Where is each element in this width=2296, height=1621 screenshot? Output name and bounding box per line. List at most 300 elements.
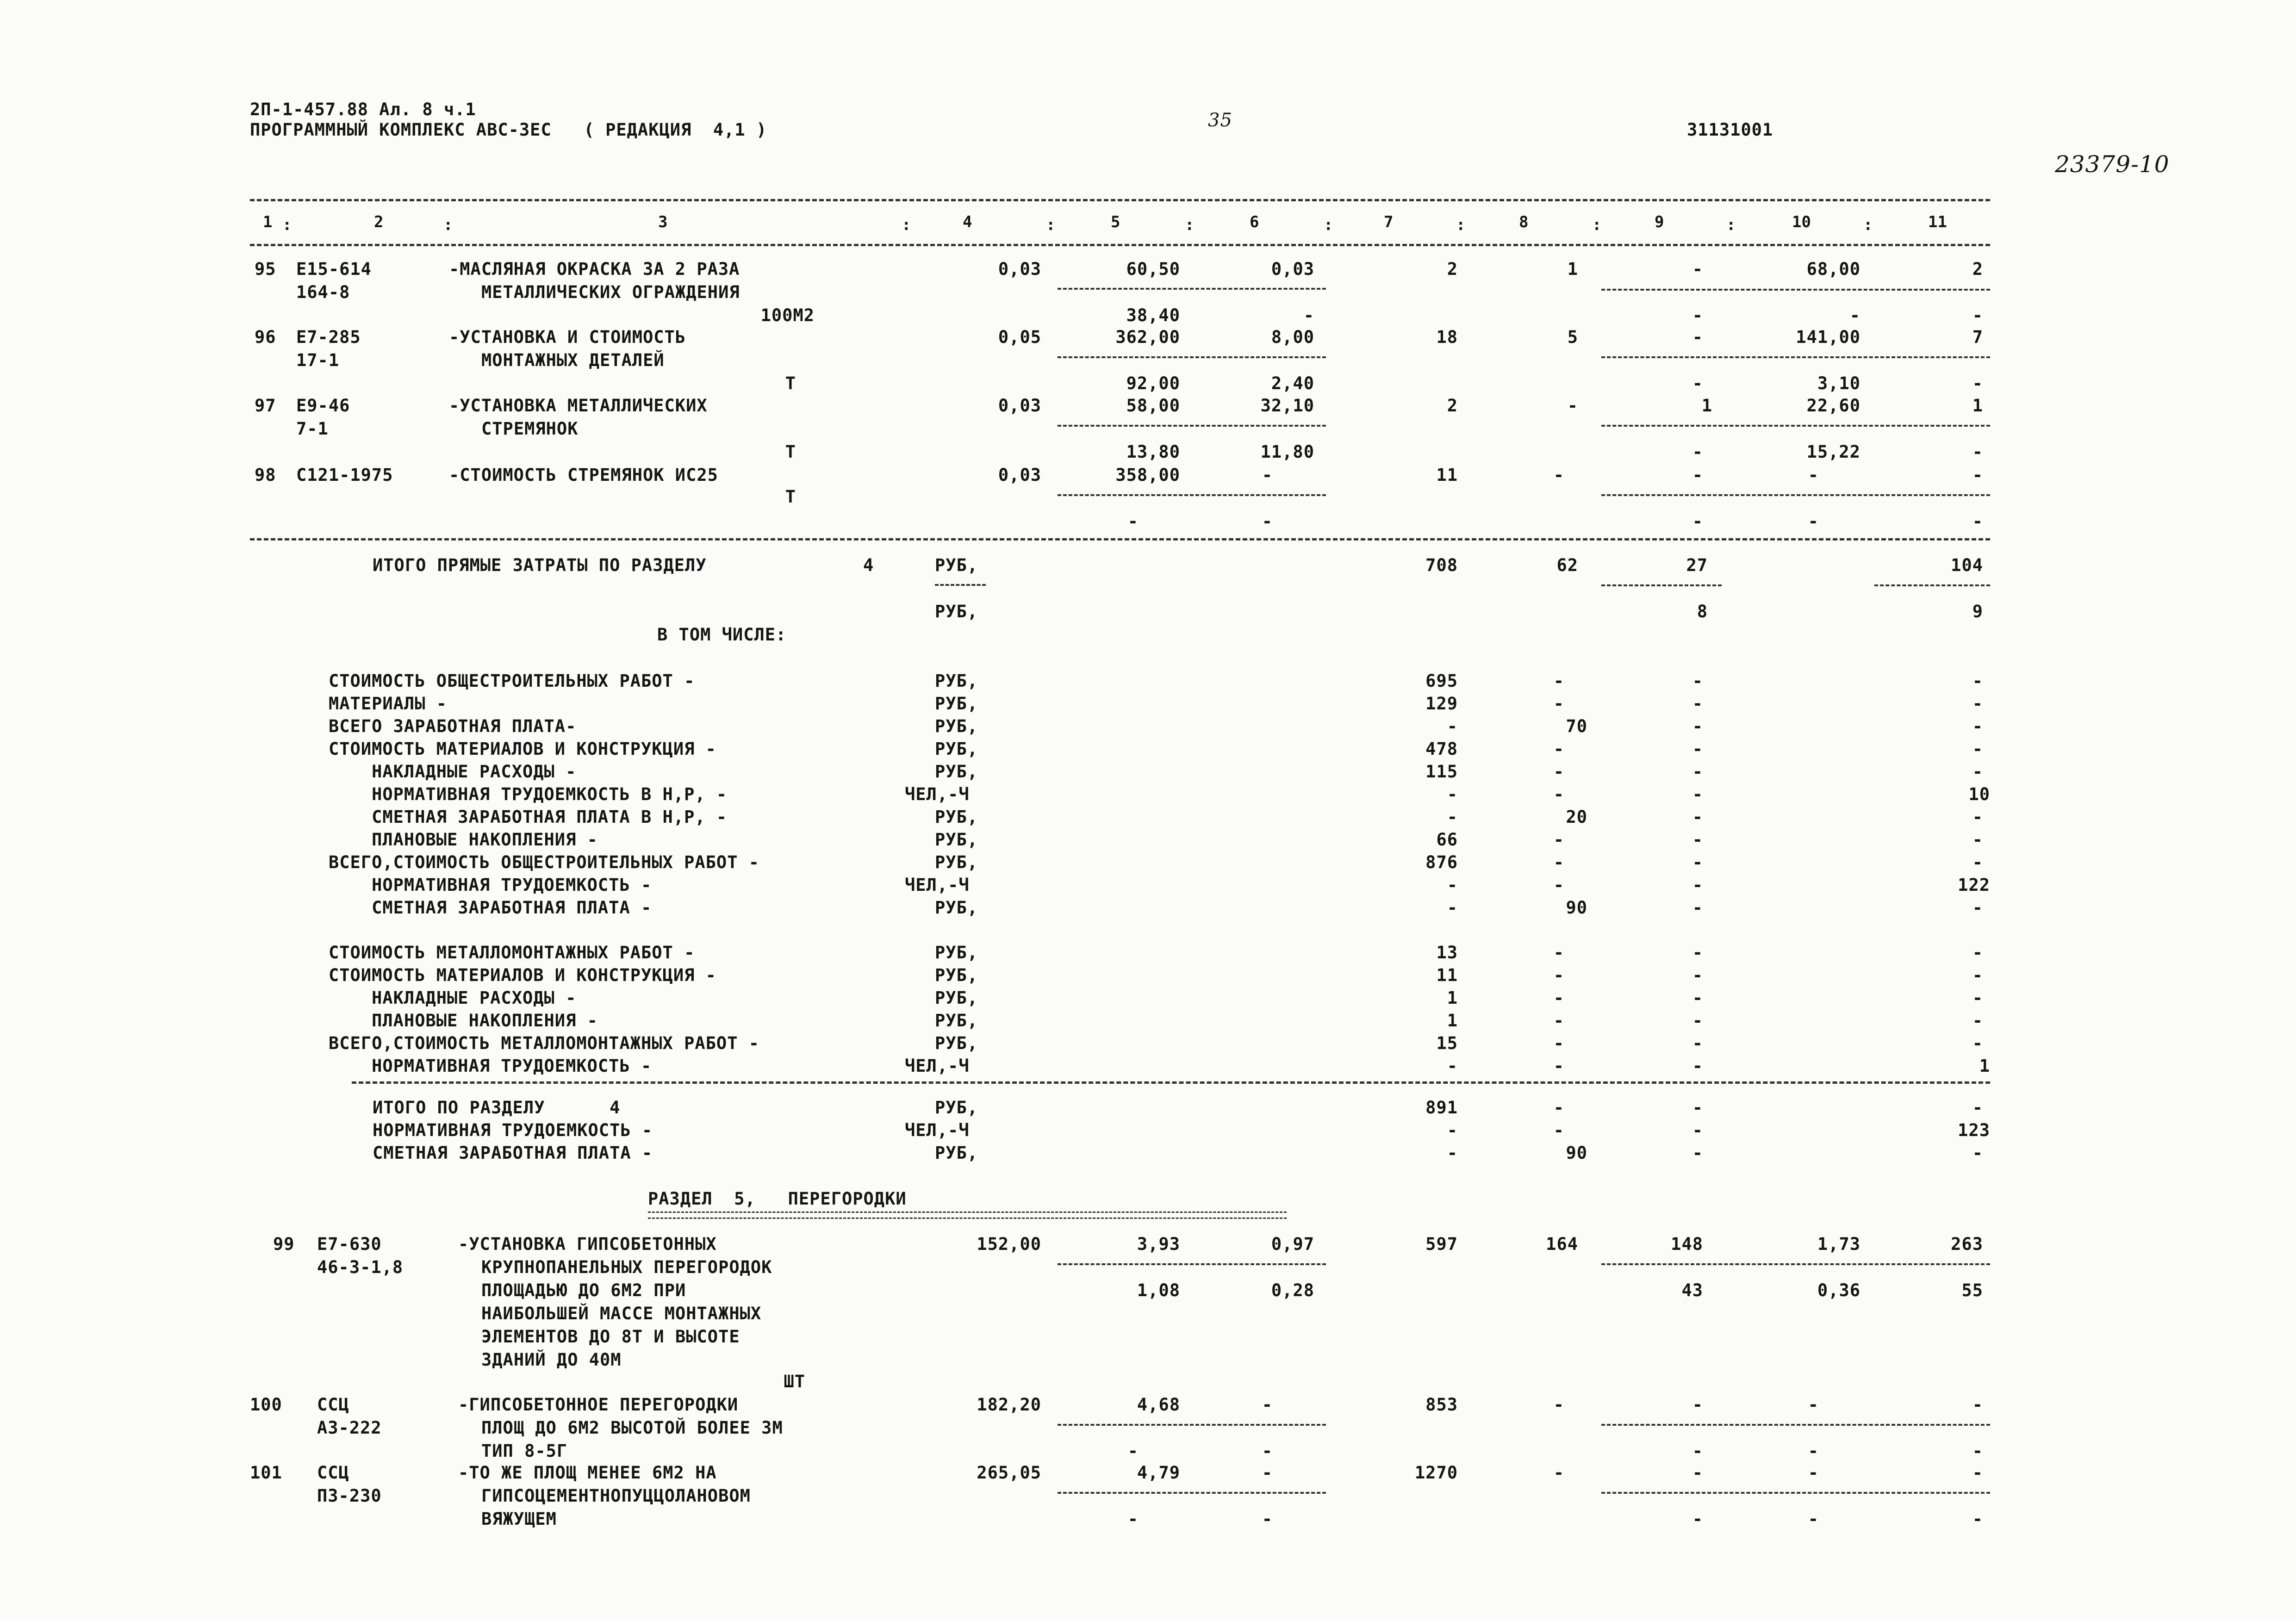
norm-subcode: 164-8 (296, 282, 350, 302)
work-description: -УСТАНОВКА И СТОИМОСТЬ (449, 327, 686, 347)
machines-wage: - (1692, 1509, 1703, 1529)
cell-rule (1874, 584, 1990, 586)
norm-subcode: А3-222 (317, 1418, 382, 1438)
total-machines: - (1692, 830, 1703, 850)
labor-machines-total: - (1972, 511, 1983, 531)
work-description: МЕТАЛЛИЧЕСКИХ ОГРАЖДЕНИЯ (481, 282, 740, 302)
work-description: СТРЕМЯНОК (481, 419, 579, 439)
machines-wage: - (1692, 1441, 1703, 1461)
total-label: ИТОГО ПРЯМЫЕ ЗАТРАТЫ ПО РАЗДЕЛУ (373, 555, 707, 575)
unit-wage-machines: - (1262, 511, 1273, 531)
labor-machines-total: - (1972, 1441, 1983, 1461)
document-number: 31131001 (1687, 120, 1773, 140)
total-wage: - (1553, 988, 1564, 1008)
cell-rule (1601, 1492, 1990, 1494)
labor-total: - (1972, 762, 1983, 782)
unit-of-measure: ЧЕЛ,-Ч (905, 1120, 970, 1140)
section-total-label: ИТОГО ПО РАЗДЕЛУ 4 (373, 1098, 621, 1118)
labor-machines-total: 9 (1972, 602, 1983, 621)
work-description: ЗДАНИЙ ДО 40М (481, 1350, 622, 1370)
unit-of-measure: ШТ (784, 1372, 805, 1391)
breakdown-label: МАТЕРИАЛЫ - (329, 694, 448, 714)
total-cost: 876 (1425, 852, 1458, 872)
cell-rule (1601, 356, 1990, 358)
breakdown-label: ВСЕГО,СТОИМОСТЬ ОБЩЕСТРОИТЕЛЬНЫХ РАБОТ - (329, 852, 760, 872)
total-machines: - (1692, 875, 1703, 895)
labor-total: - (1972, 807, 1983, 827)
breakdown-label: СТОИМОСТЬ МАТЕРИАЛОВ И КОНСТРУКЦИЯ - (329, 739, 716, 759)
total-machines: - (1692, 739, 1703, 759)
total-machines: - (1692, 1395, 1703, 1415)
unit-of-measure: РУБ, (935, 807, 978, 827)
unit-cost-machines: - (1262, 1463, 1273, 1483)
labor-total: - (1972, 739, 1983, 759)
total-machines: - (1692, 807, 1703, 827)
cell-rule (1058, 356, 1326, 358)
column-separator: : (443, 216, 453, 234)
total-cost: - (1447, 898, 1458, 918)
unit-of-measure: РУБ, (935, 898, 978, 918)
unit-wage-machines: 11,80 (1260, 442, 1314, 462)
unit-of-measure: РУБ, (935, 1098, 978, 1118)
labor-total: - (1972, 671, 1983, 691)
labor-machines: 15,22 (1806, 442, 1860, 462)
labor-total: 2 (1972, 259, 1983, 279)
cell-rule (1058, 1492, 1326, 1494)
quantity: 0,05 (998, 327, 1041, 347)
unit-cost: 4,79 (1137, 1463, 1180, 1483)
labor-per-unit: - (1808, 465, 1819, 485)
total-wage: - (1553, 739, 1564, 759)
breakdown-label: НАКЛАДНЫЕ РАСХОДЫ - (329, 762, 577, 782)
cell-rule (1058, 1424, 1326, 1426)
cell-rule (1601, 1424, 1990, 1426)
including-label: В ТОМ ЧИСЛЕ: (657, 625, 787, 645)
quantity: 0,03 (998, 259, 1041, 279)
unit-of-measure: РУБ, (935, 830, 978, 850)
unit-of-measure: РУБ, (935, 943, 978, 963)
unit-of-measure: РУБ, (935, 1011, 978, 1031)
breakdown-label: СТОИМОСТЬ ОБЩЕСТРОИТЕЛЬНЫХ РАБОТ - (329, 671, 695, 691)
total-cost: 1 (1447, 988, 1458, 1008)
labor-total: 1 (1972, 396, 1983, 416)
work-description: -ТО ЖЕ ПЛОЩ МЕНЕЕ 6М2 НА (458, 1463, 717, 1483)
total-wage: - (1553, 1033, 1564, 1053)
unit-cost: 60,50 (1126, 259, 1180, 279)
labor-machines: - (1808, 1441, 1819, 1461)
total-cost: 18 (1436, 327, 1458, 347)
total-wage: - (1553, 1098, 1564, 1118)
unit-wage: 92,00 (1126, 373, 1180, 393)
total-cost: - (1447, 1056, 1458, 1076)
labor-total: - (1972, 830, 1983, 850)
cell-rule (1058, 494, 1326, 496)
total-machines: - (1692, 762, 1703, 782)
column-separator: : (1726, 216, 1736, 234)
total-machines: - (1692, 259, 1703, 279)
total-wage: - (1553, 875, 1564, 895)
unit-wage: 13,80 (1126, 442, 1180, 462)
norm-subcode: П3-230 (317, 1486, 382, 1506)
breakdown-label: НОРМАТИВНАЯ ТРУДОЕМКОСТЬ - (329, 875, 652, 895)
norm-subcode: 46-3-1,8 (317, 1257, 404, 1277)
labor-machines-total: - (1972, 305, 1983, 325)
cell-rule (1601, 289, 1990, 291)
total-machines: - (1692, 943, 1703, 963)
breakdown-label: СТОИМОСТЬ МЕТАЛЛОМОНТАЖНЫХ РАБОТ - (329, 943, 695, 963)
cell-rule (1058, 425, 1326, 427)
norm-subcode: 7-1 (296, 419, 329, 439)
rule (250, 244, 1990, 246)
labor-total: - (1972, 965, 1983, 985)
unit-wage: - (1127, 1441, 1139, 1461)
section-title: РАЗДЕЛ 5, ПЕРЕГОРОДКИ (648, 1189, 907, 1209)
cell-rule (1601, 584, 1722, 586)
labor-per-unit: 22,60 (1806, 396, 1860, 416)
total-machines: - (1692, 898, 1703, 918)
unit-of-measure: Т (785, 373, 796, 393)
unit-cost-machines: 8,00 (1271, 327, 1314, 347)
column-separator: : (1456, 216, 1466, 234)
unit-of-measure: ЧЕЛ,-Ч (905, 1056, 970, 1076)
total-machines: - (1692, 1011, 1703, 1031)
machines-wage: - (1692, 305, 1703, 325)
total-wage: - (1553, 694, 1564, 714)
unit-of-measure: РУБ, (935, 965, 978, 985)
breakdown-label: СТОИМОСТЬ МАТЕРИАЛОВ И КОНСТРУКЦИЯ - (329, 965, 716, 985)
labor-total: - (1972, 465, 1983, 485)
total-wage: 70 (1566, 716, 1587, 736)
column-number: 2 (374, 213, 384, 231)
labor-total: - (1972, 716, 1983, 736)
total-wage: - (1553, 762, 1564, 782)
labor-per-unit: 141,00 (1796, 327, 1860, 347)
unit-wage-machines: - (1262, 1509, 1273, 1529)
rule (352, 1081, 1990, 1084)
total-wage: - (1553, 1120, 1564, 1140)
column-number: 11 (1928, 213, 1947, 231)
unit-wage-machines: 2,40 (1271, 373, 1314, 393)
work-description: ТИП 8-5Г (481, 1441, 568, 1461)
labor-total: - (1972, 1143, 1983, 1163)
total-wage: 164 (1546, 1234, 1578, 1254)
row-number: 98 (255, 465, 276, 485)
row-number: 95 (255, 259, 276, 279)
breakdown-label: ВСЕГО ЗАРАБОТНАЯ ПЛАТА- (329, 716, 577, 736)
unit-cost: 58,00 (1126, 396, 1180, 416)
work-description: ПЛОЩ ДО 6М2 ВЫСОТОЙ БОЛЕЕ 3М (481, 1418, 783, 1438)
quantity: 182,20 (977, 1395, 1041, 1415)
total-cost: 2 (1447, 396, 1458, 416)
breakdown-label: НАКЛАДНЫЕ РАСХОДЫ - (329, 988, 577, 1008)
quantity: 265,05 (977, 1463, 1041, 1483)
labor-total: 1 (1979, 1056, 1990, 1076)
labor-per-unit: 1,73 (1817, 1234, 1860, 1254)
machines-wage: - (1692, 373, 1703, 393)
unit-of-measure: РУБ, (935, 1143, 978, 1163)
labor-total: - (1972, 1463, 1983, 1483)
unit-of-measure: РУБ, (935, 671, 978, 691)
breakdown-label: ПЛАНОВЫЕ НАКОПЛЕНИЯ - (329, 1011, 598, 1031)
work-description: КРУПНОПАНЕЛЬНЫХ ПЕРЕГОРОДОК (481, 1257, 772, 1277)
unit-of-measure: РУБ, (935, 555, 978, 575)
labor-total: - (1972, 1011, 1983, 1031)
column-separator: : (1324, 216, 1333, 234)
column-separator: : (1185, 216, 1195, 234)
cell-rule (935, 584, 986, 586)
column-number: 5 (1111, 213, 1120, 231)
total-wage: - (1553, 1011, 1564, 1031)
labor-total: - (1972, 1395, 1983, 1415)
total-cost: 1270 (1414, 1463, 1458, 1483)
unit-of-measure: РУБ, (935, 602, 978, 621)
column-number: 3 (658, 213, 668, 231)
total-machines: 1 (1701, 396, 1712, 416)
unit-wage: 1,08 (1137, 1280, 1180, 1300)
total-wage: 5 (1567, 327, 1578, 347)
labor-per-unit: - (1808, 1463, 1819, 1483)
labor-total: 123 (1958, 1120, 1990, 1140)
total-cost: 13 (1436, 943, 1458, 963)
norm-code: ССЦ (317, 1463, 349, 1483)
total-cost: 15 (1436, 1033, 1458, 1053)
labor-total: 7 (1972, 327, 1983, 347)
work-description: ГИПСОЦЕМЕНТНОПУЦЦОЛАНОВОМ (481, 1486, 751, 1506)
norm-code: Е15-614 (296, 259, 372, 279)
total-wage: 1 (1567, 259, 1578, 279)
labor-total: 10 (1968, 784, 1990, 804)
breakdown-label: СМЕТНАЯ ЗАРАБОТНАЯ ПЛАТА - (329, 898, 652, 918)
work-description: -УСТАНОВКА МЕТАЛЛИЧЕСКИХ (449, 396, 708, 416)
cell-rule (1058, 1263, 1326, 1265)
breakdown-label: ВСЕГО,СТОИМОСТЬ МЕТАЛЛОМОНТАЖНЫХ РАБОТ - (329, 1033, 760, 1053)
total-wage: - (1567, 396, 1578, 416)
total-cost: 891 (1425, 1098, 1458, 1118)
total-wage: - (1553, 852, 1564, 872)
breakdown-label: ПЛАНОВЫЕ НАКОПЛЕНИЯ - (329, 830, 598, 850)
total-cost: 129 (1425, 694, 1458, 714)
labor-total: - (1972, 1098, 1983, 1118)
total-machines: - (1692, 988, 1703, 1008)
labor-machines-total: - (1972, 373, 1983, 393)
column-number: 7 (1384, 213, 1394, 231)
total-cost: 708 (1425, 555, 1458, 575)
total-machines: 27 (1686, 555, 1708, 575)
machines-wage: - (1692, 442, 1703, 462)
handwritten-code: 23379-10 (2055, 151, 2170, 178)
total-cost: 115 (1425, 762, 1458, 782)
unit-wage: - (1127, 511, 1139, 531)
column-number: 4 (963, 213, 972, 231)
machines-wage: 8 (1697, 602, 1708, 621)
labor-total: - (1972, 852, 1983, 872)
total-machines: - (1692, 1033, 1703, 1053)
labor-total: 122 (1958, 875, 1990, 895)
total-machines: - (1692, 1056, 1703, 1076)
quantity: 152,00 (977, 1234, 1041, 1254)
row-number: 100 (250, 1395, 282, 1415)
row-number: 101 (250, 1463, 282, 1483)
total-cost: 1 (1447, 1011, 1458, 1031)
total-cost: - (1447, 716, 1458, 736)
total-machines: - (1692, 1120, 1703, 1140)
total-wage: 90 (1566, 898, 1587, 918)
program-name: ПРОГРАММНЫЙ КОМПЛЕКС АВС-3ЕС ( РЕДАКЦИЯ 4,1 ) (250, 120, 767, 140)
norm-code: Е7-285 (296, 327, 361, 347)
unit-of-measure: Т (785, 487, 796, 507)
total-wage: - (1553, 784, 1564, 804)
total-machines: - (1692, 327, 1703, 347)
total-cost: - (1447, 1143, 1458, 1163)
work-description: ВЯЖУЩЕМ (481, 1509, 557, 1529)
labor-per-unit: 68,00 (1806, 259, 1860, 279)
unit-cost: 3,93 (1137, 1234, 1180, 1254)
norm-code: Е7-630 (317, 1234, 382, 1254)
total-machines: - (1692, 694, 1703, 714)
row-number: 99 (273, 1234, 295, 1254)
column-separator: : (902, 216, 911, 234)
section-title-underline (648, 1211, 1287, 1219)
total-wage: - (1553, 671, 1564, 691)
total-machines: - (1692, 716, 1703, 736)
labor-machines: - (1849, 305, 1860, 325)
unit-wage: - (1127, 1509, 1139, 1529)
total-wage: - (1553, 1056, 1564, 1076)
unit-wage-machines: - (1262, 1441, 1273, 1461)
norm-code: ССЦ (317, 1395, 349, 1415)
work-description: МОНТАЖНЫХ ДЕТАЛЕЙ (481, 350, 665, 370)
total-cost: - (1447, 807, 1458, 827)
total-cost: 66 (1436, 830, 1458, 850)
labor-total: - (1972, 988, 1983, 1008)
total-cost: 478 (1425, 739, 1458, 759)
section-number: 4 (863, 555, 874, 575)
unit-of-measure: РУБ, (935, 852, 978, 872)
total-machines: - (1692, 1143, 1703, 1163)
labor-total: 263 (1951, 1234, 1983, 1254)
labor-machines: - (1808, 511, 1819, 531)
norm-code: С121-1975 (296, 465, 393, 485)
unit-of-measure: РУБ, (935, 716, 978, 736)
labor-total: - (1972, 1033, 1983, 1053)
total-wage: - (1553, 830, 1564, 850)
labor-total: - (1972, 694, 1983, 714)
row-number: 96 (255, 327, 276, 347)
total-cost: 2 (1447, 259, 1458, 279)
document-code: 2П-1-457.88 Ал. 8 ч.1 (250, 99, 476, 119)
labor-machines-total: 55 (1961, 1280, 1983, 1300)
total-machines: - (1692, 671, 1703, 691)
cell-rule (1601, 1263, 1990, 1265)
column-number: 1 (263, 213, 273, 231)
unit-of-measure: РУБ, (935, 988, 978, 1008)
column-separator: : (1863, 216, 1873, 234)
work-description: -УСТАНОВКА ГИПСОБЕТОННЫХ (458, 1234, 717, 1254)
total-wage: 90 (1566, 1143, 1587, 1163)
total-cost: 853 (1425, 1395, 1458, 1415)
labor-total: 104 (1951, 555, 1983, 575)
total-wage: 62 (1556, 555, 1578, 575)
total-machines: - (1692, 1098, 1703, 1118)
labor-total: - (1972, 898, 1983, 918)
unit-of-measure: РУБ, (935, 694, 978, 714)
unit-cost-machines: 0,03 (1271, 259, 1314, 279)
cell-rule (1601, 494, 1990, 496)
norm-code: Е9-46 (296, 396, 350, 416)
work-description: ЭЛЕМЕНТОВ ДО 8Т И ВЫСОТЕ (481, 1327, 740, 1347)
labor-machines: 3,10 (1817, 373, 1860, 393)
unit-of-measure: ЧЕЛ,-Ч (905, 875, 970, 895)
unit-cost-machines: - (1262, 1395, 1273, 1415)
total-machines: - (1692, 965, 1703, 985)
labor-machines: 0,36 (1817, 1280, 1860, 1300)
unit-cost-machines: 32,10 (1260, 396, 1314, 416)
machines-wage: - (1692, 511, 1703, 531)
work-description: ПЛОЩАДЬЮ ДО 6М2 ПРИ (481, 1280, 686, 1300)
total-cost: 695 (1425, 671, 1458, 691)
breakdown-label: СМЕТНАЯ ЗАРАБОТНАЯ ПЛАТА В Н,Р, - (329, 807, 728, 827)
total-wage: - (1553, 1463, 1564, 1483)
column-separator: : (1592, 216, 1602, 234)
unit-of-measure: РУБ, (935, 1033, 978, 1053)
column-number: 9 (1655, 213, 1664, 231)
unit-wage-machines: - (1303, 305, 1314, 325)
unit-of-measure: ЧЕЛ,-Ч (905, 784, 970, 804)
section-total-label: НОРМАТИВНАЯ ТРУДОЕМКОСТЬ - (373, 1120, 653, 1140)
column-number: 10 (1792, 213, 1811, 231)
machines-wage: 43 (1681, 1280, 1703, 1300)
rule (250, 199, 1990, 201)
column-number: 8 (1519, 213, 1529, 231)
unit-of-measure: РУБ, (935, 762, 978, 782)
page-number: 35 (1208, 110, 1232, 131)
total-cost: - (1447, 1120, 1458, 1140)
column-separator: : (282, 216, 292, 234)
unit-wage-machines: 0,28 (1271, 1280, 1314, 1300)
total-cost: - (1447, 875, 1458, 895)
total-wage: - (1553, 465, 1564, 485)
unit-cost: 358,00 (1115, 465, 1180, 485)
unit-of-measure: 100М2 (760, 305, 815, 325)
cell-rule (1058, 288, 1326, 290)
unit-cost-machines: 0,97 (1271, 1234, 1314, 1254)
column-separator: : (1046, 216, 1056, 234)
norm-subcode: 17-1 (296, 350, 340, 370)
total-machines: 148 (1671, 1234, 1703, 1254)
total-machines: - (1692, 1463, 1703, 1483)
quantity: 0,03 (998, 465, 1041, 485)
total-machines: - (1692, 852, 1703, 872)
labor-machines-total: - (1972, 1509, 1983, 1529)
unit-wage: 38,40 (1126, 305, 1180, 325)
unit-cost: 4,68 (1137, 1395, 1180, 1415)
total-wage: 20 (1566, 807, 1587, 827)
breakdown-label: НОРМАТИВНАЯ ТРУДОЕМКОСТЬ - (329, 1056, 652, 1076)
rule (250, 538, 1990, 540)
labor-per-unit: - (1808, 1395, 1819, 1415)
total-cost: 11 (1436, 965, 1458, 985)
cell-rule (1601, 425, 1990, 427)
total-machines: - (1692, 465, 1703, 485)
total-wage: - (1553, 1395, 1564, 1415)
quantity: 0,03 (998, 396, 1041, 416)
breakdown-label: НОРМАТИВНАЯ ТРУДОЕМКОСТЬ В Н,Р, - (329, 784, 728, 804)
work-description: НАИБОЛЬШЕЙ МАССЕ МОНТАЖНЫХ (481, 1304, 762, 1323)
unit-cost-machines: - (1262, 465, 1273, 485)
total-cost: 597 (1425, 1234, 1458, 1254)
total-wage: - (1553, 943, 1564, 963)
column-number: 6 (1250, 213, 1259, 231)
